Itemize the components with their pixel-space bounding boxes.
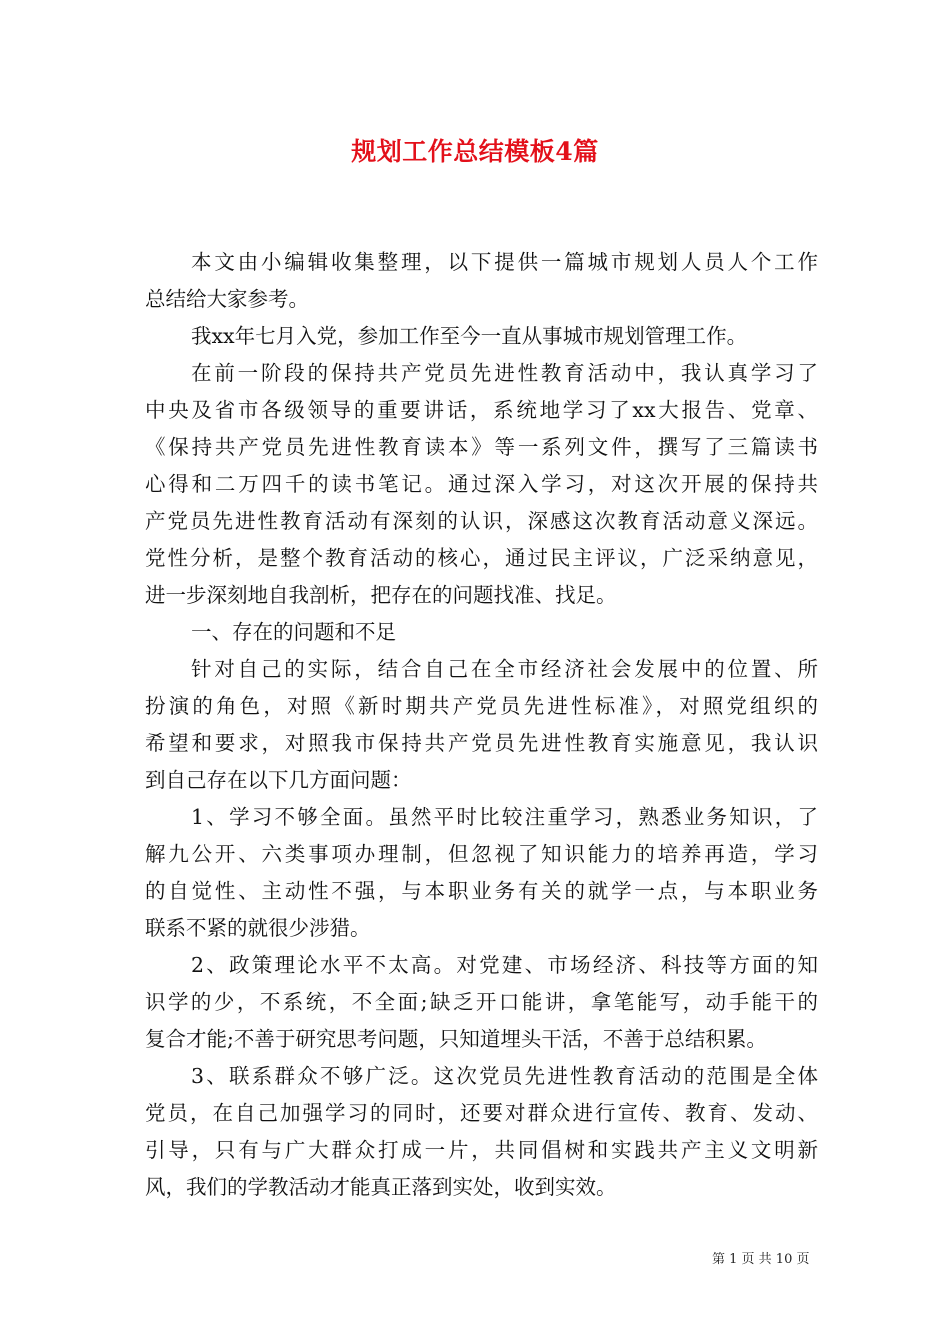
paragraph-line: 解九公开、六类事项办理制，但忽视了知识能力的培养再造，学习	[145, 842, 818, 866]
paragraph-line: 引导，只有与广大群众打成一片，共同倡树和实践共产主义文明新	[145, 1138, 818, 1162]
paragraph-line: 到自己存在以下几方面问题：	[145, 768, 412, 792]
paragraph-line: 中央及省市各级领导的重要讲话，系统地学习了xx大报告、党章、	[145, 398, 818, 422]
paragraph-line: 一、存在的问题和不足	[191, 620, 396, 644]
paragraph-line: 的自觉性、主动性不强，与本职业务有关的就学一点，与本职业务	[145, 879, 818, 903]
paragraph-line: 党员，在自己加强学习的同时，还要对群众进行宣传、教育、发动、	[145, 1101, 818, 1125]
paragraph	[145, 799, 818, 947]
paragraph	[145, 355, 818, 614]
paragraph-line: 风，我们的学教活动才能真正落到实处，收到实效。	[145, 1175, 617, 1199]
paragraph-line: 识学的少，不系统，不全面;缺乏开口能讲，拿笔能写，动手能干的	[145, 990, 818, 1014]
paragraph-line: 复合才能;不善于研究思考问题，只知道埋头干活，不善于总结积累。	[145, 1027, 767, 1051]
paragraph-line: 联系不紧的就很少涉猎。	[145, 916, 371, 940]
paragraph-line: 本文由小编辑收集整理，以下提供一篇城市规划人员人个工作	[191, 250, 818, 274]
paragraph-line: 扮演的角色，对照《新时期共产党员先进性标准》，对照党组织的	[145, 694, 818, 718]
paragraph-line: 3、联系群众不够广泛。这次党员先进性教育活动的范围是全体	[191, 1064, 818, 1088]
paragraph	[145, 244, 818, 318]
paragraph-line: 我xx年七月入党，参加工作至今一直从事城市规划管理工作。	[191, 324, 748, 348]
paragraph-line: 希望和要求，对照我市保持共产党员先进性教育实施意见，我认识	[145, 731, 818, 755]
paragraph-line: 总结给大家参考。	[145, 287, 309, 311]
paragraph-line: 1、学习不够全面。虽然平时比较注重学习，熟悉业务知识，了	[191, 805, 818, 829]
paragraph-line: 《保持共产党员先进性教育读本》等一系列文件，撰写了三篇读书	[145, 435, 818, 459]
paragraph	[145, 1058, 818, 1206]
paragraph	[145, 651, 818, 799]
paragraph-line: 心得和二万四千的读书笔记。通过深入学习，对这次开展的保持共	[145, 472, 818, 496]
document-body	[145, 244, 818, 1206]
paragraph	[145, 614, 818, 651]
document-title: 规划工作总结模板4篇	[351, 137, 599, 166]
paragraph-line: 针对自己的实际，结合自己在全市经济社会发展中的位置、所	[191, 657, 818, 681]
page-footer: 第 1 页 共 10 页	[712, 1252, 810, 1267]
paragraph-line: 产党员先进性教育活动有深刻的认识，深感这次教育活动意义深远。	[145, 509, 818, 533]
paragraph-line: 2、政策理论水平不太高。对党建、市场经济、科技等方面的知	[191, 953, 818, 977]
paragraph	[145, 318, 818, 355]
paragraph-line: 进一步深刻地自我剖析，把存在的问题找准、找足。	[145, 583, 617, 607]
paragraph-line: 党性分析，是整个教育活动的核心，通过民主评议，广泛采纳意见，	[145, 546, 818, 570]
paragraph	[145, 947, 818, 1058]
paragraph-line: 在前一阶段的保持共产党员先进性教育活动中，我认真学习了	[191, 361, 818, 385]
